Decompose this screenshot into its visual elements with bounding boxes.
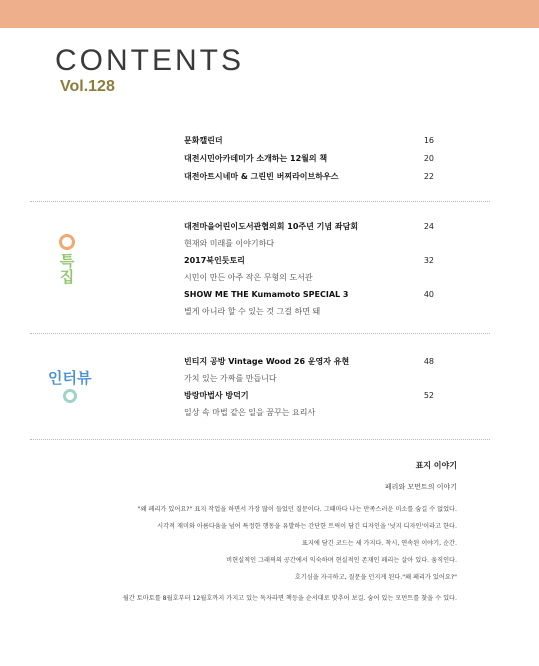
toc-entry-title: SHOW ME THE Kumamoto SPECIAL 3 xyxy=(184,290,349,299)
toc-entry[interactable] xyxy=(184,152,434,166)
toc-entry-subtitle: 시민이 만든 아주 작은 무형의 도서관 xyxy=(184,273,313,282)
section-divider xyxy=(30,201,490,202)
cover-note-title: 표지 이야기 xyxy=(415,461,457,470)
section-divider xyxy=(30,333,490,334)
toc-entry[interactable] xyxy=(184,288,434,302)
cover-note-line: 시각적 재미와 아름다움을 넘어 특정한 행동을 유발하는 간단한 트릭이 담긴 디자인을 '넛지 디자인'이라고 한다. xyxy=(157,523,457,530)
cover-note-line: 비현실적인 그래픽의 공간에서 익숙하며 현실적인 존재인 페리는 살아 있다. 움직인다. xyxy=(226,557,457,564)
toc-entry-page: 40 xyxy=(423,290,434,299)
toc-entry-page: 22 xyxy=(423,172,434,181)
toc-entry-title: 대전아트시네마 & 그린빈 버찌라이브하우스 xyxy=(184,172,339,181)
toc-entry[interactable] xyxy=(184,134,434,148)
toc-entry[interactable] xyxy=(184,170,434,184)
toc-entry-title: 대전시민아카데미가 소개하는 12월의 책 xyxy=(184,154,328,163)
toc-entry[interactable] xyxy=(184,389,434,403)
cover-note-line: 호기심을 자극하고, 질문을 던지게 된다."왜 페리가 있어요?" xyxy=(294,574,457,581)
volume-number: Vol.128 xyxy=(60,78,115,95)
circle-icon xyxy=(59,234,75,250)
toc-entry-page: 16 xyxy=(423,136,434,145)
toc-entry-subtitle: 일상 속 마법 같은 일을 꿈꾸는 요리사 xyxy=(184,408,316,417)
toc-entry-page: 24 xyxy=(423,222,434,231)
toc-entry-page: 48 xyxy=(423,357,434,366)
cover-note-line: 월간 토마토를 8월호부터 12월호까지 가지고 있는 독자라면 책등을 순서대로 맞추어 보길. 숨어 있는 모먼트를 찾을 수 있다. xyxy=(122,595,457,602)
special-section-label: 특 집 xyxy=(54,234,80,285)
page-title: CONTENTS xyxy=(55,44,244,77)
toc-entry[interactable] xyxy=(184,254,434,268)
toc-entry[interactable] xyxy=(184,355,434,369)
toc-entry-title: 대전마을어린이도서관협의회 10주년 기념 좌담회 xyxy=(184,222,359,231)
toc-entry-title: 2017북인듯토리 xyxy=(184,256,245,265)
toc-entry[interactable] xyxy=(184,220,434,234)
cover-note-subtitle: 페리와 모먼트의 이야기 xyxy=(384,483,457,491)
toc-entry-title: 방랑마법사 방덕기 xyxy=(184,391,249,400)
circle-icon xyxy=(63,389,77,403)
cover-note-line: "왜 페리가 있어요?" 표지 작업을 하면서 가장 많이 들었던 질문이다. 그때마다 나는 만족스러운 미소를 숨길 수 없었다. xyxy=(137,506,457,513)
toc-entry-page: 32 xyxy=(423,256,434,265)
toc-entry-title: 빈티지 공방 Vintage Wood 26 운영자 유현 xyxy=(184,357,350,366)
toc-entry-subtitle: 가치 있는 가짜를 만듭니다 xyxy=(184,374,277,383)
toc-entry-subtitle: 별게 아니라 할 수 있는 것 그걸 하면 돼 xyxy=(184,307,321,316)
toc-entry-page: 52 xyxy=(423,391,434,400)
section-divider xyxy=(30,439,490,440)
cover-note-line: 표지에 담긴 코드는 세 가지다. 착시, 연속된 이야기, 순간. xyxy=(301,540,457,547)
interview-section-label: 인터뷰 xyxy=(48,370,91,403)
toc-entry-page: 20 xyxy=(423,154,434,163)
toc-entry-title: 문화캘린더 xyxy=(184,136,223,145)
toc-entry-subtitle: 현재와 미래를 이야기하다 xyxy=(184,239,275,248)
top-color-bar xyxy=(0,0,539,28)
